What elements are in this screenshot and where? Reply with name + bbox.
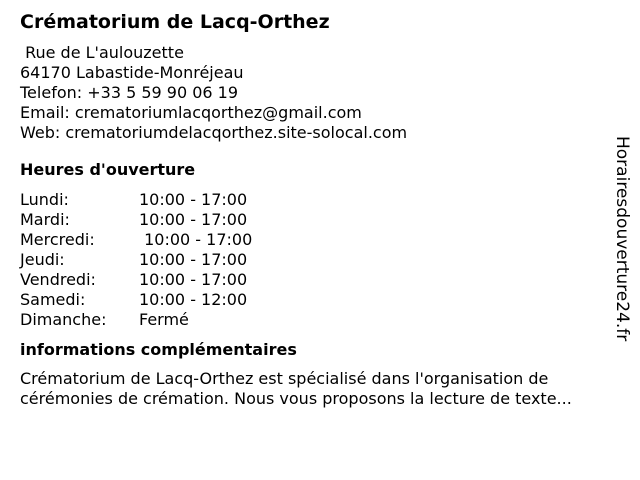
site-watermark: Horairesdouverture24.fr — [612, 136, 632, 342]
hours-day: Lundi: — [20, 190, 69, 209]
hours-time: 10:00 - 17:00 — [139, 190, 248, 209]
city-address: 64170 Labastide-Monréjeau — [20, 63, 244, 82]
hours-time: Fermé — [139, 310, 189, 329]
contact-block — [20, 43, 620, 143]
hours-row — [20, 270, 620, 290]
hours-time: 10:00 - 17:00 — [139, 270, 248, 289]
hours-row — [20, 230, 620, 250]
hours-time: 10:00 - 17:00 — [139, 230, 253, 249]
hours-day: Jeudi: — [20, 250, 65, 269]
hours-day: Dimanche: — [20, 310, 107, 329]
email-address: Email: crematoriumlacqorthez@gmail.com — [20, 103, 362, 122]
phone-number: Telefon: +33 5 59 90 06 19 — [20, 83, 239, 102]
hours-row — [20, 250, 620, 270]
hours-row — [20, 310, 620, 330]
hours-day: Mercredi: — [20, 230, 95, 249]
hours-row — [20, 210, 620, 230]
hours-time: 10:00 - 12:00 — [139, 290, 248, 309]
hours-heading: Heures d'ouverture — [20, 160, 196, 179]
website-address: Web: crematoriumdelacqorthez.site-solocal.com — [20, 123, 408, 142]
hours-row — [20, 290, 620, 310]
listing-card — [20, 10, 620, 409]
info-heading: informations complémentaires — [20, 340, 297, 359]
hours-day: Vendredi: — [20, 270, 96, 289]
hours-day: Samedi: — [20, 290, 86, 309]
hours-time: 10:00 - 17:00 — [139, 250, 248, 269]
description-text: Crématorium de Lacq-Orthez est spécialisé dans l'organisation de cérémonies de crémation. Nous vous proposons la lecture de texte... — [20, 369, 572, 408]
hours-day: Mardi: — [20, 210, 70, 229]
hours-row — [20, 190, 620, 210]
page-title: Crématorium de Lacq-Orthez — [20, 11, 330, 33]
hours-time: 10:00 - 17:00 — [139, 210, 248, 229]
street-address: Rue de L'aulouzette — [20, 43, 184, 62]
hours-table — [20, 190, 620, 330]
